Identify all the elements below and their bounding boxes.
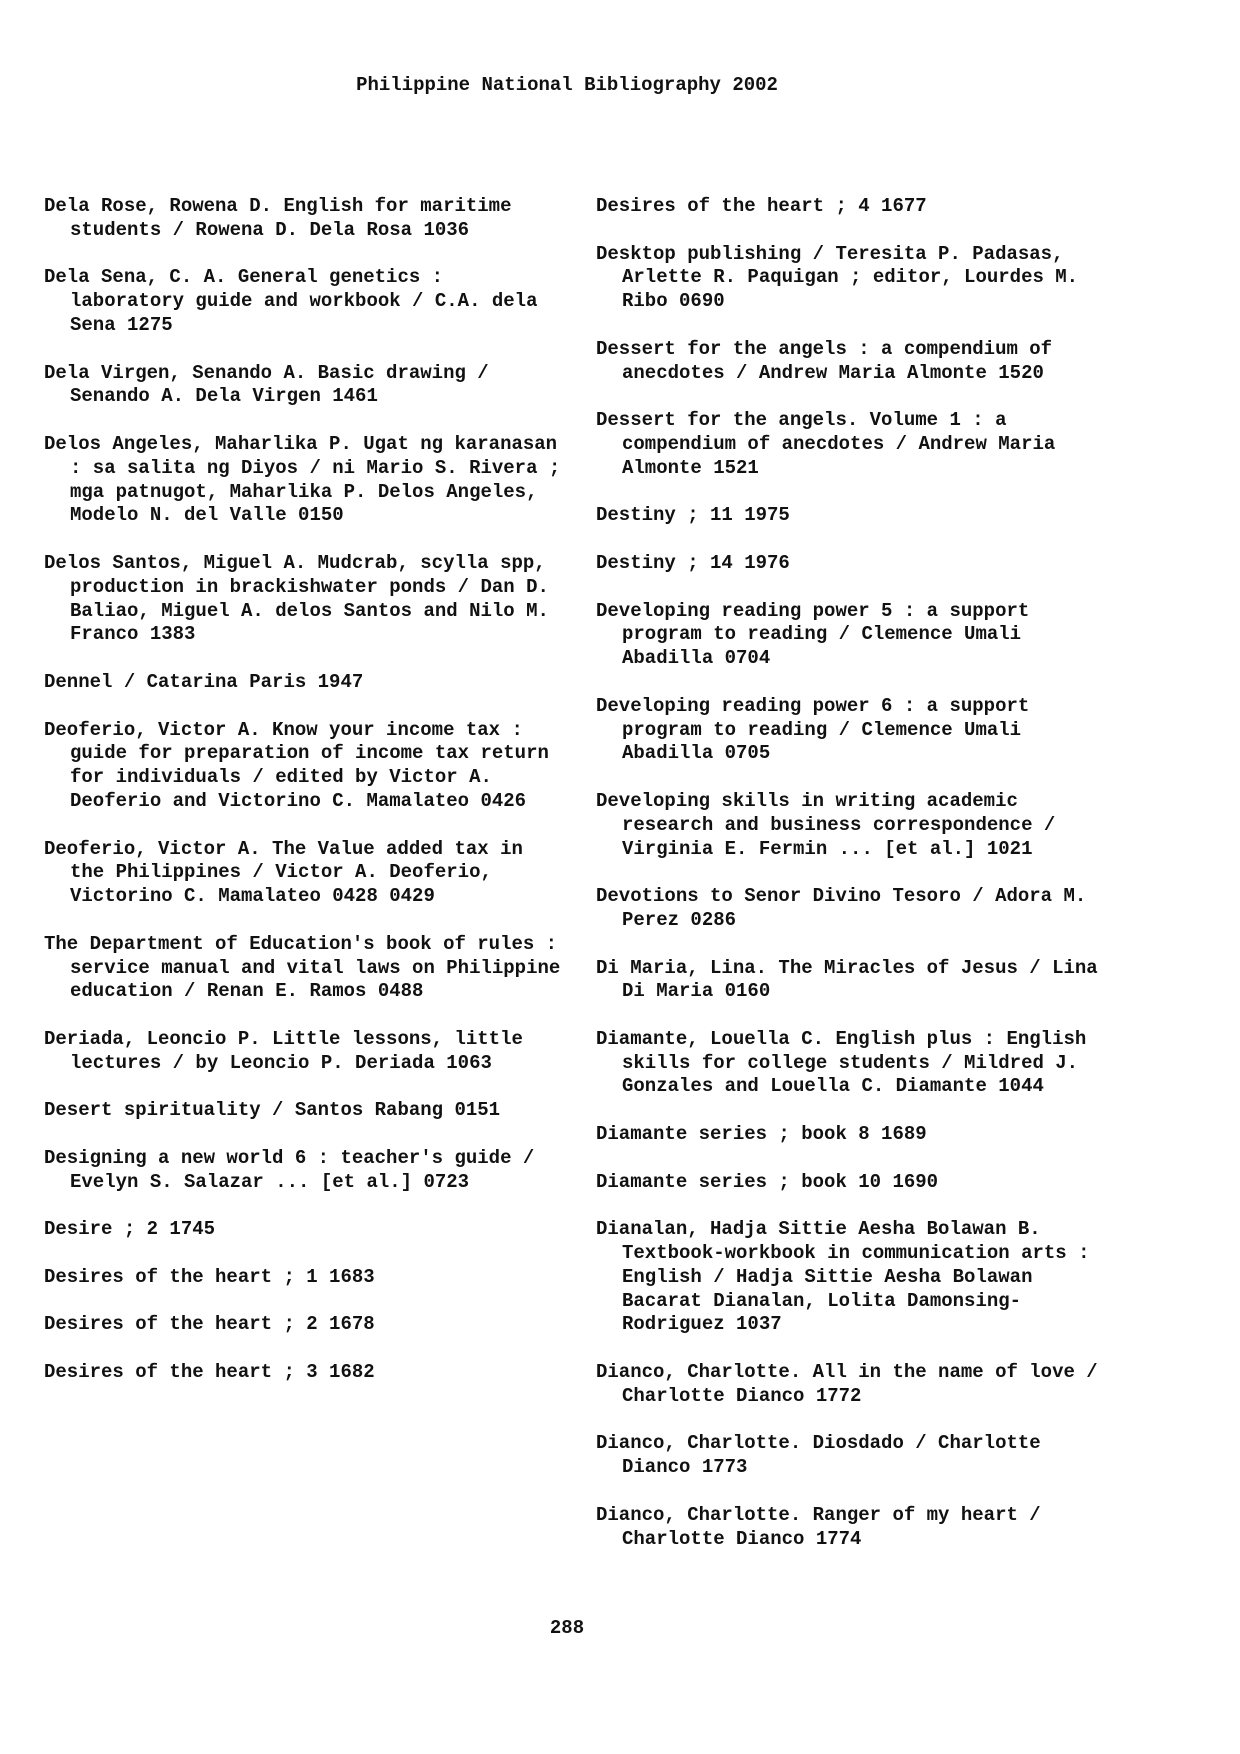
bibliography-entry: Destiny ; 11 1975 [596, 504, 790, 527]
bibliography-entry: Desktop publishing / Teresita P. Padasas, Arlette R. Paquigan ; editor, Lourdes M. Ribo 0690 [596, 242, 1079, 313]
bibliography-entry: Dianalan, Hadja Sittie Aesha Bolawan B. Textbook-workbook in communication arts : English / Hadja Sittie Aesha Bolawan Bacarat Dianalan, Lolita Damonsing-Rodriguez 1037 [596, 1218, 1090, 1336]
bibliography-entry: Designing a new world 6 : teacher's guide / Evelyn S. Salazar ... [et al.] 0723 [44, 1146, 535, 1193]
bibliography-entry: Dela Virgen, Senando A. Basic drawing / Senando A. Dela Virgen 1461 [44, 361, 489, 408]
bibliography-entry: Delos Angeles, Maharlika P. Ugat ng karanasan : sa salita ng Diyos / ni Mario S. Rivera ; mga patnugot, Maharlika P. Delos Angeles, Modelo N. del Valle 0150 [44, 432, 561, 527]
bibliography-entry: Desires of the heart ; 2 1678 [44, 1313, 375, 1336]
bibliography-entry: Developing reading power 6 : a support program to reading / Clemence Umali Abadilla 0705 [596, 694, 1030, 765]
bibliography-entry: Dessert for the angels. Volume 1 : a compendium of anecdotes / Andrew Maria Almonte 1521 [596, 409, 1056, 479]
bibliography-entry: Dianco, Charlotte. Diosdado / Charlotte Dianco 1773 [596, 1432, 1041, 1479]
bibliography-entry: Desires of the heart ; 1 1683 [44, 1265, 375, 1288]
bibliography-entry: Deriada, Leoncio P. Little lessons, little lectures / by Leoncio P. Deriada 1063 [44, 1027, 523, 1074]
bibliography-entry: Desert spirituality / Santos Rabang 0151 [44, 1099, 501, 1122]
page-title: Philippine National Bibliography 2002 [356, 74, 778, 96]
bibliography-entry: Diamante series ; book 8 1689 [596, 1123, 927, 1146]
bibliography-entry: Dessert for the angels : a compendium of anecdotes / Andrew Maria Almonte 1520 [596, 337, 1053, 384]
bibliography-entry: Devotions to Senor Divino Tesoro / Adora M. Perez 0286 [596, 885, 1087, 931]
bibliography-entry: Diamante, Louella C. English plus : English skills for college students / Mildred J. Gonzales and Louella C. Diamante 1044 [596, 1027, 1087, 1098]
bibliography-entry: Developing skills in writing academic research and business correspondence / Virginia E. Fermin ... [et al.] 1021 [596, 789, 1056, 860]
page-number: 288 [549, 1617, 585, 1639]
bibliography-entry: Diamante series ; book 10 1690 [596, 1170, 939, 1193]
bibliography-entry: Dianco, Charlotte. All in the name of love / Charlotte Dianco 1772 [596, 1361, 1098, 1407]
bibliography-entry: Deoferio, Victor A. The Value added tax in the Philippines / Victor A. Deoferio, Victorino C. Mamalateo 0428 0429 [44, 837, 523, 908]
bibliography-entry: The Department of Education's book of rules : service manual and vital laws on Philippine education / Renan E. Ramos 0488 [44, 932, 561, 1003]
bibliography-entry: Dela Sena, C. A. General genetics : laboratory guide and workbook / C.A. dela Sena 1275 [44, 266, 538, 336]
bibliography-entry: Delos Santos, Miguel A. Mudcrab, scylla spp, production in brackishwater ponds / Dan D. Baliao, Miguel A. delos Santos and Nilo M. Franco 1383 [44, 551, 549, 646]
bibliography-entry: Desire ; 2 1745 [44, 1218, 216, 1241]
left-column [44, 195, 564, 1409]
bibliography-entry: Dennel / Catarina Paris 1947 [44, 670, 364, 693]
bibliography-entry: Di Maria, Lina. The Miracles of Jesus / Lina Di Maria 0160 [596, 956, 1098, 1003]
bibliography-entry: Dela Rose, Rowena D. English for maritime students / Rowena D. Dela Rosa 1036 [44, 195, 512, 241]
bibliography-entry: Desires of the heart ; 3 1682 [44, 1361, 375, 1384]
bibliography-entry: Destiny ; 14 1976 [596, 551, 790, 574]
right-column [596, 195, 1116, 1575]
bibliography-entry: Dianco, Charlotte. Ranger of my heart / Charlotte Dianco 1774 [596, 1503, 1041, 1550]
bibliography-entry: Desires of the heart ; 4 1677 [596, 195, 927, 217]
bibliography-entry: Deoferio, Victor A. Know your income tax : guide for preparation of income tax return for individuals / edited by Victor A. Deoferio and Victorino C. Mamalateo 0426 [44, 718, 549, 812]
bibliography-entry: Developing reading power 5 : a support program to reading / Clemence Umali Abadilla 0704 [596, 599, 1030, 670]
